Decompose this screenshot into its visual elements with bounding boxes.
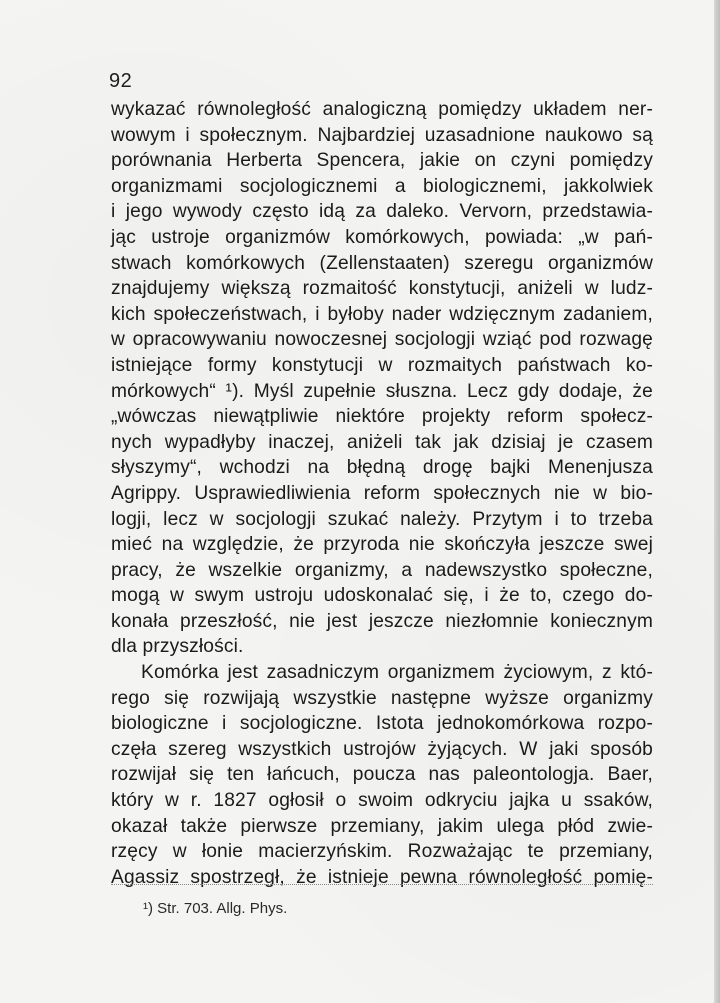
text-line: kich społeczeństwach, i byłoby nader wdzięcznym zadaniem, [111, 303, 653, 325]
page-number: 92 [109, 70, 133, 92]
text-line: mórkowych“ ¹). Myśl zupełnie słuszna. Lecz gdy dodaje, że [111, 380, 653, 402]
text-line: okazał także pierwsze przemiany, jakim ulega płód zwie- [111, 815, 653, 837]
footnote [143, 900, 287, 917]
page-edge [714, 0, 720, 1003]
text-line: rzęcy w łonie macierzyńskim. Rozważając te przemiany, [111, 841, 653, 863]
text-line: i jego wywody często idą za daleko. Vervorn, przedstawia- [111, 201, 653, 223]
text-line: „wówczas niewątpliwie niektóre projekty reform społecz- [111, 406, 653, 428]
text-line: rozwijał się ten łańcuch, poucza nas paleontologja. Baer, [111, 764, 653, 786]
text-line: rego się rozwijają wszystkie następne wyższe organizmy [111, 687, 653, 709]
text-line: częła szereg wszystkich ustrojów żyjących. W jaki sposób [111, 738, 653, 760]
text-line: pracy, że wszelkie organizmy, a nadewszystko społeczne, [111, 559, 653, 581]
text-line: wykazać równoległość analogiczną pomiędzy układem ner- [111, 99, 653, 120]
text-line: słyszymy“, wchodzi na błędną drogę bajki Menenjusza [111, 457, 653, 479]
text-line: Komórka jest zasadniczym organizmem życiowym, z któ- [141, 662, 653, 684]
footnote-marker: ¹) [143, 900, 153, 917]
text-line: istniejące formy konstytucji w rozmaitych państwach ko- [111, 354, 653, 376]
footnote-text: Str. 703. Allg. Phys. [157, 900, 288, 917]
text-line: organizmami socjologicznemi a biologicznemi, jakkolwiek [111, 175, 653, 197]
text-line: biologiczne i socjologiczne. Istota jednokomórkowa rozpo- [111, 713, 653, 735]
text-line: konała przeszłość, nie jest jeszcze niezłomnie koniecznym [111, 610, 653, 632]
text-line: Agrippy. Usprawiedliwienia reform społecznych nie w bio- [111, 482, 653, 504]
text-line: jąc ustroje organizmów komórkowych, powiada: „w pań- [111, 226, 653, 248]
text-line: stwach komórkowych (Zellenstaaten) szeregu organizmów [111, 252, 653, 274]
text-line: dla przyszłości. [111, 636, 244, 658]
text-line: mogą w swym ustroju udoskonalać się, i że to, czego do- [111, 585, 653, 607]
body-text [111, 97, 653, 890]
text-line: wowym i społecznym. Najbardziej uzasadnione naukowo są [111, 124, 653, 146]
text-line: Agassiz spostrzegł, że istnieje pewna równoległość pomię- [111, 866, 653, 888]
text-line: logji, lecz w socjologji szukać należy. Przytym i to trzeba [111, 508, 653, 530]
text-line: porównania Herberta Spencera, jakie on czyni pomiędzy [111, 150, 653, 172]
text-line: w opracowywaniu nowoczesnej socjologji wziąć pod rozwagę [111, 329, 653, 351]
text-line: który w r. 1827 ogłosił o swoim odkryciu jajka u ssaków, [111, 790, 653, 812]
text-line: znajdujemy większą rozmaitość konstytucji, aniżeli w ludz- [111, 278, 653, 300]
footnote-divider [111, 884, 653, 885]
text-line: nych wypadłyby inaczej, aniżeli tak jak dzisiaj je czasem [111, 431, 653, 453]
text-line: mieć na względzie, że przyroda nie skończyła jeszcze swej [111, 534, 653, 556]
